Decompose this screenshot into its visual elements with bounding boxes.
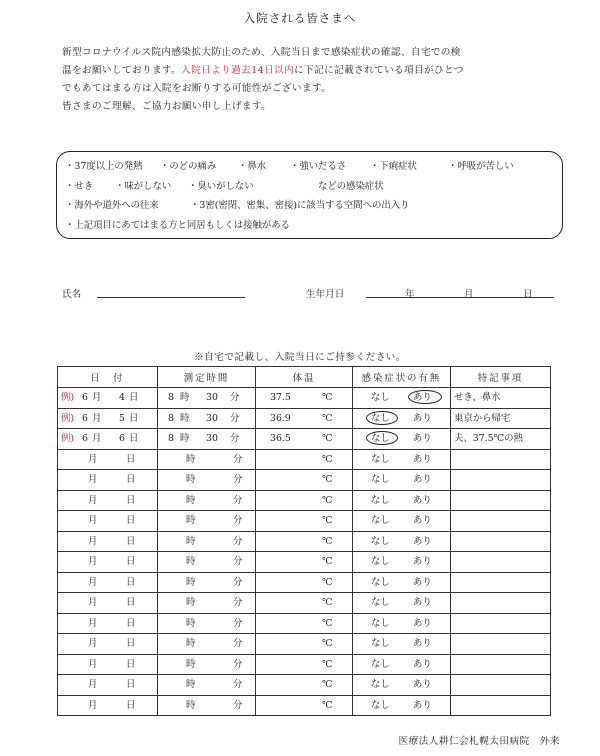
minute-unit: 分 xyxy=(233,597,243,608)
celsius-unit: ℃ xyxy=(322,576,333,588)
time-minute-value: 30 xyxy=(206,433,218,444)
celsius-unit: ℃ xyxy=(322,658,333,670)
month-unit: 月 xyxy=(88,679,98,690)
month-unit: 月 xyxy=(88,597,98,608)
symptom-no-smell: ・臭いがしない xyxy=(188,180,254,192)
table-row xyxy=(58,552,551,573)
table-row xyxy=(58,470,551,491)
birth-day-unit: 日 xyxy=(523,289,533,300)
option-none[interactable]: なし xyxy=(371,617,390,629)
month-unit: 月 xyxy=(92,392,102,403)
hour-unit: 時 xyxy=(180,433,190,444)
symptom-sore-throat: ・のどの痛み xyxy=(160,161,217,172)
hour-unit: 時 xyxy=(186,453,196,465)
table-row xyxy=(58,531,551,552)
bring-form-note: ※自宅で記載し、入院当日にご持参ください。 xyxy=(194,352,406,363)
option-yes[interactable]: あり xyxy=(413,699,432,711)
remarks-value: 東京から帰宅 xyxy=(454,412,511,424)
month-unit: 月 xyxy=(88,535,98,547)
time-hour-value: 8 xyxy=(168,392,174,403)
hour-unit: 時 xyxy=(186,638,196,649)
table-row xyxy=(58,695,551,716)
minute-unit: 分 xyxy=(233,474,243,485)
example-tag: 例) xyxy=(61,412,75,424)
circled-yes-mark xyxy=(408,390,442,404)
month-unit: 月 xyxy=(88,494,98,506)
day-unit: 日 xyxy=(126,617,136,629)
day-unit: 日 xyxy=(129,433,139,444)
minute-unit: 分 xyxy=(230,412,240,424)
minute-unit: 分 xyxy=(233,535,243,547)
temperature-value: 37.5 xyxy=(270,392,291,403)
minute-unit: 分 xyxy=(233,679,243,690)
option-none[interactable]: なし xyxy=(371,638,390,649)
option-yes[interactable]: あり xyxy=(413,679,432,690)
option-none[interactable]: なし xyxy=(371,658,390,670)
symptom-diarrhea: ・下痢症状 xyxy=(370,161,417,172)
hour-unit: 時 xyxy=(186,494,196,506)
option-none[interactable]: なし xyxy=(371,392,390,403)
table-row xyxy=(58,572,551,593)
symptom-no-taste: ・味がしない xyxy=(115,180,172,192)
example-tag: 例) xyxy=(61,392,75,403)
option-yes[interactable]: あり xyxy=(413,597,432,608)
day-unit: 日 xyxy=(126,494,136,506)
option-yes[interactable]: あり xyxy=(413,658,432,670)
intro-line-2-start: 温をお願いしております。 xyxy=(62,65,182,76)
date-month-value: 6 xyxy=(82,412,88,424)
temperature-value: 36.5 xyxy=(270,433,291,444)
symptom-fatigue: ・強いだるさ xyxy=(290,161,347,172)
hour-unit: 時 xyxy=(180,392,190,403)
header-symptoms: 感染症状の有無 xyxy=(353,367,451,388)
day-unit: 日 xyxy=(126,638,136,649)
temperature-value: 36.9 xyxy=(270,412,291,424)
symptom-breathing-difficulty: ・呼吸が苦しい xyxy=(448,161,514,172)
option-none[interactable]: なし xyxy=(371,679,390,690)
minute-unit: 分 xyxy=(233,617,243,629)
birthdate-label: 生年月日 xyxy=(306,289,345,300)
option-none[interactable]: なし xyxy=(371,535,390,547)
hour-unit: 時 xyxy=(186,617,196,629)
option-yes[interactable]: あり xyxy=(413,515,432,526)
option-yes[interactable]: あり xyxy=(413,392,432,403)
day-unit: 日 xyxy=(129,392,139,403)
minute-unit: 分 xyxy=(230,433,240,444)
symptom-row-3 xyxy=(65,196,554,216)
symptom-cough: ・せき xyxy=(65,180,94,192)
time-minute-value: 30 xyxy=(206,392,218,403)
intro-line-2-end: に下記に記載されている項目がひとつ xyxy=(294,65,464,76)
month-unit: 月 xyxy=(92,412,102,424)
option-yes[interactable]: あり xyxy=(413,412,432,424)
month-unit: 月 xyxy=(88,576,98,588)
day-unit: 日 xyxy=(126,679,136,690)
header-date: 日 付 xyxy=(58,367,158,388)
symptom-travel: ・海外や道外への往来 xyxy=(65,200,159,211)
month-unit: 月 xyxy=(88,474,98,485)
day-unit: 日 xyxy=(126,453,136,465)
symptom-fever: ・37度以上の発熱 xyxy=(65,161,143,172)
month-unit: 月 xyxy=(88,453,98,465)
minute-unit: 分 xyxy=(233,576,243,588)
symptom-runny-nose: ・鼻水 xyxy=(238,161,267,172)
table-body xyxy=(58,388,551,716)
table-row xyxy=(58,593,551,614)
intro-highlight-14-days: 入院日より過去14日以内 xyxy=(181,65,295,76)
table-row xyxy=(58,634,551,655)
minute-unit: 分 xyxy=(233,638,243,649)
hour-unit: 時 xyxy=(180,412,190,424)
day-unit: 日 xyxy=(126,699,136,711)
option-none[interactable]: なし xyxy=(371,597,390,608)
table-row xyxy=(58,654,551,675)
document-title: 入院される皆さまへ xyxy=(243,11,357,25)
celsius-unit: ℃ xyxy=(322,617,333,629)
minute-unit: 分 xyxy=(233,658,243,670)
minute-unit: 分 xyxy=(233,556,243,567)
option-none[interactable]: なし xyxy=(371,433,390,444)
month-unit: 月 xyxy=(88,699,98,711)
celsius-unit: ℃ xyxy=(322,638,333,649)
table-row xyxy=(58,675,551,696)
celsius-unit: ℃ xyxy=(322,699,333,711)
option-yes[interactable]: あり xyxy=(413,474,432,485)
date-day-value: 4 xyxy=(119,392,125,403)
day-unit: 日 xyxy=(126,474,136,485)
option-none[interactable]: なし xyxy=(371,556,390,567)
celsius-unit: ℃ xyxy=(322,412,333,424)
option-none[interactable]: なし xyxy=(371,515,390,526)
minute-unit: 分 xyxy=(233,494,243,506)
option-yes[interactable]: あり xyxy=(413,576,432,588)
intro-line-3: でもあてはまる方は入院をお断りする可能性がございます。 xyxy=(62,83,332,94)
date-month-value: 6 xyxy=(82,433,88,444)
minute-unit: 分 xyxy=(230,392,240,403)
option-yes[interactable]: あり xyxy=(413,617,432,629)
option-none[interactable]: なし xyxy=(371,412,390,424)
option-yes[interactable]: あり xyxy=(413,638,432,649)
symptom-checklist-box xyxy=(56,151,563,239)
option-none[interactable]: なし xyxy=(371,494,390,506)
celsius-unit: ℃ xyxy=(322,474,333,485)
celsius-unit: ℃ xyxy=(322,556,333,567)
celsius-unit: ℃ xyxy=(322,515,333,526)
day-unit: 日 xyxy=(126,515,136,526)
option-yes[interactable]: あり xyxy=(413,556,432,567)
table-row xyxy=(58,613,551,634)
example-row xyxy=(58,429,551,450)
hour-unit: 時 xyxy=(186,699,196,711)
time-hour-value: 8 xyxy=(168,433,174,444)
example-tag: 例) xyxy=(61,433,75,444)
minute-unit: 分 xyxy=(233,699,243,711)
celsius-unit: ℃ xyxy=(322,433,333,444)
name-label: 氏名 xyxy=(62,289,82,300)
symptom-row-1 xyxy=(65,157,554,177)
symptom-contact: ・上記項目にあてはまる方と同居もしくは接触がある xyxy=(65,219,291,231)
circled-none-mark xyxy=(366,411,398,425)
option-none[interactable]: なし xyxy=(371,699,390,711)
time-minute-value: 30 xyxy=(206,412,218,424)
option-yes[interactable]: あり xyxy=(413,494,432,506)
month-unit: 月 xyxy=(88,515,98,526)
celsius-unit: ℃ xyxy=(322,679,333,690)
name-field[interactable] xyxy=(97,297,245,298)
month-unit: 月 xyxy=(92,433,102,444)
day-unit: 日 xyxy=(126,535,136,547)
celsius-unit: ℃ xyxy=(322,494,333,506)
hospital-name: 医療法人耕仁会札幌太田病院 外来 xyxy=(398,736,560,747)
option-yes[interactable]: あり xyxy=(413,433,432,444)
header-measure-time: 測定時間 xyxy=(158,367,256,388)
day-unit: 日 xyxy=(129,412,139,424)
hour-unit: 時 xyxy=(186,535,196,547)
time-hour-value: 8 xyxy=(168,412,174,424)
option-none[interactable]: なし xyxy=(371,576,390,588)
health-check-table xyxy=(57,366,551,716)
option-yes[interactable]: あり xyxy=(413,453,432,465)
minute-unit: 分 xyxy=(233,515,243,526)
hour-unit: 時 xyxy=(186,556,196,567)
celsius-unit: ℃ xyxy=(322,597,333,608)
table-header-row xyxy=(58,367,551,388)
table-row xyxy=(58,449,551,470)
table-row xyxy=(58,490,551,511)
day-unit: 日 xyxy=(126,597,136,608)
header-remarks: 特記事項 xyxy=(451,367,551,388)
celsius-unit: ℃ xyxy=(322,453,333,465)
remarks-value: 夫、37.5℃の熱 xyxy=(454,433,523,444)
option-none[interactable]: なし xyxy=(371,453,390,465)
month-unit: 月 xyxy=(88,556,98,567)
birth-year-unit: 年 xyxy=(405,289,415,300)
table-row xyxy=(58,511,551,532)
remarks-value: せき、鼻水 xyxy=(454,392,501,403)
minute-unit: 分 xyxy=(233,453,243,465)
hour-unit: 時 xyxy=(186,474,196,485)
symptom-row-4 xyxy=(65,216,554,236)
celsius-unit: ℃ xyxy=(322,535,333,547)
symptom-other-infection: などの感染症状 xyxy=(318,180,384,192)
hour-unit: 時 xyxy=(186,515,196,526)
day-unit: 日 xyxy=(126,658,136,670)
hour-unit: 時 xyxy=(186,597,196,608)
date-day-value: 5 xyxy=(119,412,125,424)
option-yes[interactable]: あり xyxy=(413,535,432,547)
date-day-value: 6 xyxy=(119,433,125,444)
intro-line-4: 皆さまのご理解、ご協力お願い申し上げます。 xyxy=(62,101,272,112)
date-month-value: 6 xyxy=(82,392,88,403)
month-unit: 月 xyxy=(88,617,98,629)
example-row xyxy=(58,408,551,429)
celsius-unit: ℃ xyxy=(322,392,333,403)
example-row xyxy=(58,388,551,409)
symptom-three-cs: ・3密(密閉、密集、密接)に該当する空間への出入り xyxy=(190,200,410,211)
day-unit: 日 xyxy=(126,576,136,588)
circled-none-mark xyxy=(366,431,398,445)
birth-month-unit: 月 xyxy=(464,289,474,300)
hour-unit: 時 xyxy=(186,679,196,690)
day-unit: 日 xyxy=(126,556,136,567)
intro-line-1: 新型コロナウイルス院内感染拡大防止のため、入院当日まで感染症状の確認、自宅での検 xyxy=(62,47,461,58)
option-none[interactable]: なし xyxy=(371,474,390,485)
header-temperature: 体温 xyxy=(256,367,353,388)
symptom-row-2 xyxy=(65,177,554,197)
month-unit: 月 xyxy=(88,638,98,649)
hour-unit: 時 xyxy=(186,576,196,588)
intro-paragraph xyxy=(62,44,552,116)
intro-line-2 xyxy=(62,62,552,80)
hour-unit: 時 xyxy=(186,658,196,670)
month-unit: 月 xyxy=(88,658,98,670)
